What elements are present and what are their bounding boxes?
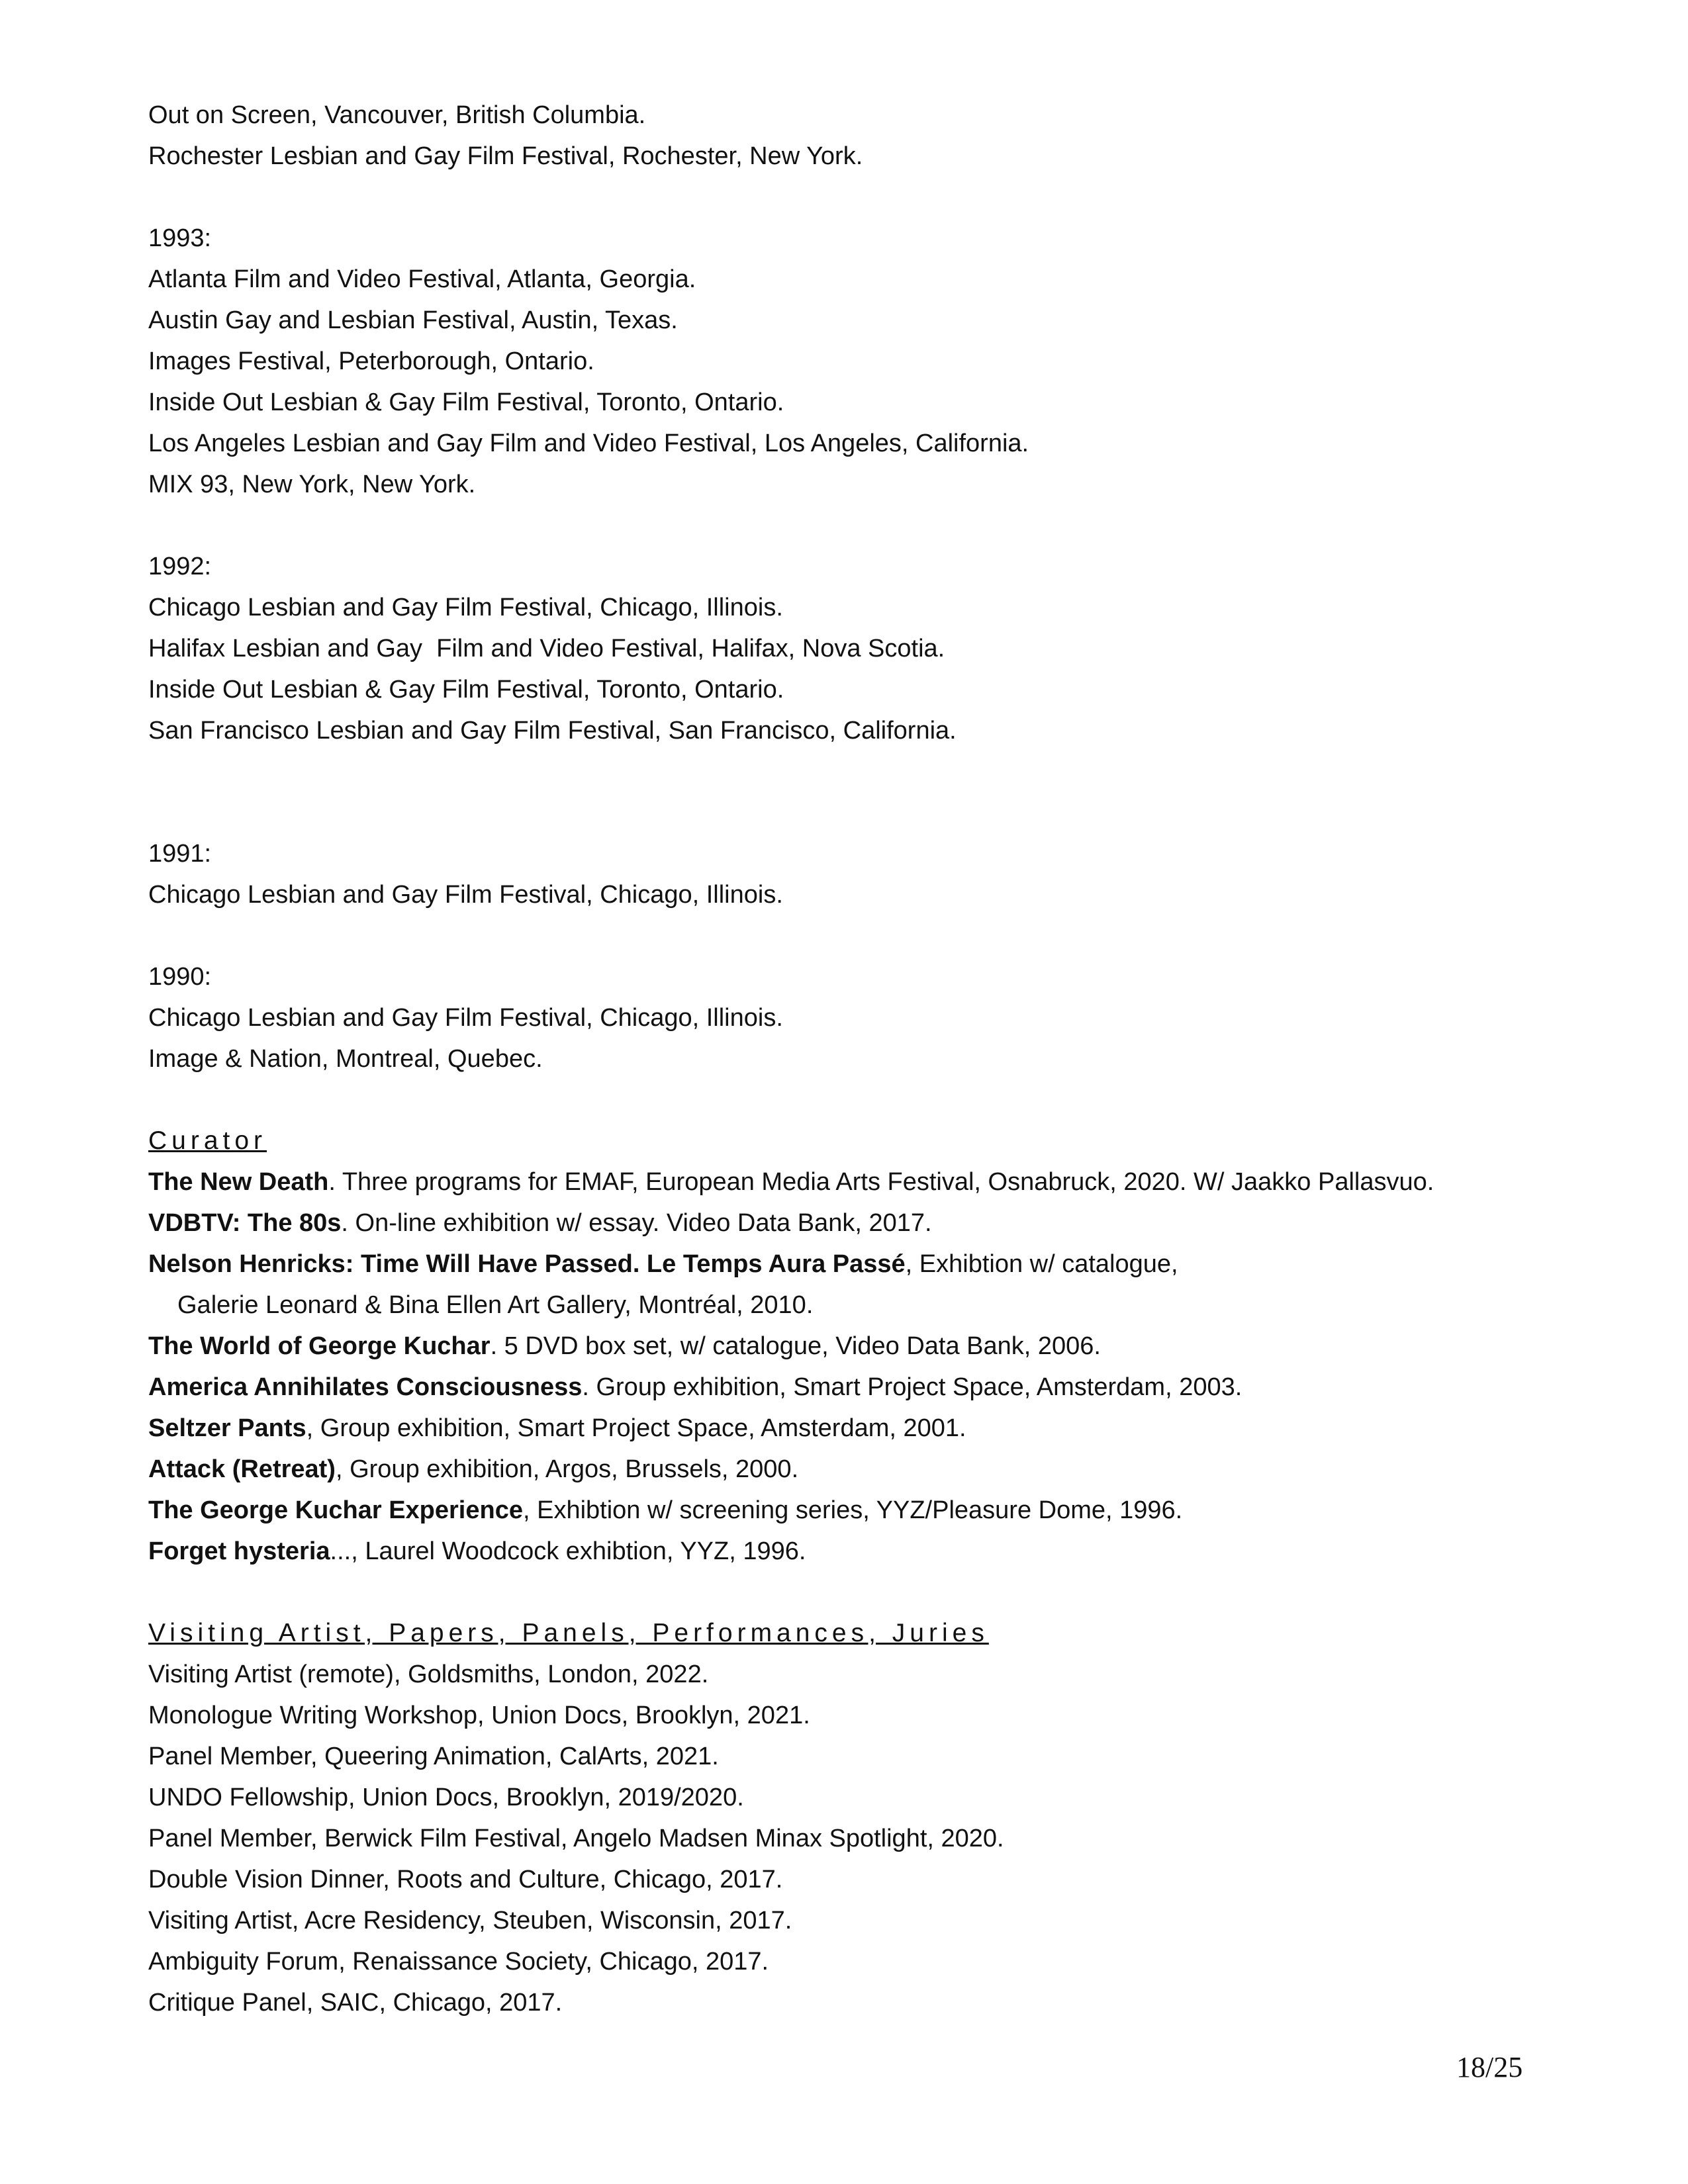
curator-item (148, 1452, 798, 1486)
curator-item-title: Nelson Henricks: Time Will Have Passed. Le Temps Aura Passé (148, 1250, 906, 1278)
curator-item-details: , Group exhibition, Smart Project Space, Amsterdam, 2001. (306, 1414, 966, 1442)
curator-item-title: The New Death (148, 1168, 329, 1196)
list-item: Chicago Lesbian and Gay Film Festival, Chicago, Illinois. (148, 1004, 783, 1032)
curator-item-details: . Group exhibition, Smart Project Space, Amsterdam, 2003. (582, 1373, 1243, 1401)
list-item: Inside Out Lesbian & Gay Film Festival, Toronto, Ontario. (148, 388, 784, 416)
curator-item-continuation (177, 1288, 813, 1322)
list-item: Critique Panel, SAIC, Chicago, 2017. (148, 1989, 563, 2017)
curator-item (148, 1534, 806, 1569)
curator-item-details: . Three programs for EMAF, European Media Arts Festival, Osnabruck, 2020. W/ Jaakko Pallasvuo. (328, 1168, 1434, 1196)
curator-item-title: Seltzer Pants (148, 1414, 306, 1442)
list-item: MIX 93, New York, New York. (148, 471, 476, 498)
curator-item-details: . 5 DVD box set, w/ catalogue, Video Data Bank, 2006. (490, 1332, 1101, 1360)
list-item: Ambiguity Forum, Renaissance Society, Chicago, 2017. (148, 1948, 769, 1976)
curator-item-title: The World of George Kuchar (148, 1332, 491, 1360)
curator-item-details: ..., Laurel Woodcock exhibtion, YYZ, 1996. (330, 1537, 806, 1565)
curator-item (148, 1411, 966, 1445)
list-item: Images Festival, Peterborough, Ontario. (148, 347, 594, 375)
page-number: 18/25 (1456, 2051, 1523, 2083)
curator-item-details: , Exhibtion w/ screening series, YYZ/Pleasure Dome, 1996. (522, 1496, 1183, 1524)
list-item: Panel Member, Queering Animation, CalArts, 2021. (148, 1743, 719, 1770)
curator-item-details: , Group exhibition, Argos, Brussels, 2000. (335, 1455, 799, 1483)
list-item: Atlanta Film and Video Festival, Atlanta, Georgia. (148, 265, 696, 293)
curator-item (148, 1247, 1178, 1281)
list-item: Halifax Lesbian and Gay Film and Video Festival, Halifax, Nova Scotia. (148, 635, 945, 662)
curator-item (148, 1165, 1434, 1199)
list-item: San Francisco Lesbian and Gay Film Festival, San Francisco, California. (148, 717, 957, 745)
section-heading-curator: Curator (148, 1126, 267, 1155)
list-item: Image & Nation, Montreal, Quebec. (148, 1045, 543, 1073)
year-heading: 1991: (148, 840, 212, 868)
section-heading-visiting-artist: Visiting Artist, Papers, Panels, Performances, Juries (148, 1619, 989, 1647)
list-item: Chicago Lesbian and Gay Film Festival, Chicago, Illinois. (148, 594, 783, 621)
list-item: UNDO Fellowship, Union Docs, Brooklyn, 2019/2020. (148, 1784, 744, 1811)
list-item: Visiting Artist (remote), Goldsmiths, London, 2022. (148, 1661, 709, 1688)
curator-item (148, 1370, 1242, 1404)
curator-item-title: America Annihilates Consciousness (148, 1373, 583, 1401)
list-item: Panel Member, Berwick Film Festival, Angelo Madsen Minax Spotlight, 2020. (148, 1825, 1004, 1852)
curator-item (148, 1206, 932, 1240)
curator-item-title: Attack (Retreat) (148, 1455, 336, 1483)
list-item: Double Vision Dinner, Roots and Culture, Chicago, 2017. (148, 1866, 783, 1893)
curator-item-details: . On-line exhibition w/ essay. Video Data Bank, 2017. (341, 1209, 932, 1237)
curator-item-details: , Exhibtion w/ catalogue, (905, 1250, 1178, 1278)
list-item: Chicago Lesbian and Gay Film Festival, Chicago, Illinois. (148, 881, 783, 909)
list-item: Inside Out Lesbian & Gay Film Festival, Toronto, Ontario. (148, 676, 784, 704)
list-item: Austin Gay and Lesbian Festival, Austin, Texas. (148, 306, 678, 334)
curator-item-title: VDBTV: The 80s (148, 1209, 342, 1237)
curator-item-title: The George Kuchar Experience (148, 1496, 523, 1524)
list-item: Visiting Artist, Acre Residency, Steuben, Wisconsin, 2017. (148, 1907, 792, 1934)
curator-item-title: Forget hysteria (148, 1537, 330, 1565)
year-heading: 1993: (148, 224, 212, 252)
list-item: Rochester Lesbian and Gay Film Festival, Rochester, New York. (148, 142, 863, 170)
list-item: Monologue Writing Workshop, Union Docs, Brooklyn, 2021. (148, 1702, 810, 1729)
year-heading: 1992: (148, 553, 212, 580)
curator-item (148, 1493, 1182, 1527)
list-item: Out on Screen, Vancouver, British Columbia. (148, 101, 646, 129)
year-heading: 1990: (148, 963, 212, 991)
curator-item-details: Galerie Leonard & Bina Ellen Art Gallery, Montréal, 2010. (177, 1291, 814, 1319)
curator-item (148, 1329, 1101, 1363)
list-item: Los Angeles Lesbian and Gay Film and Video Festival, Los Angeles, California. (148, 430, 1029, 457)
